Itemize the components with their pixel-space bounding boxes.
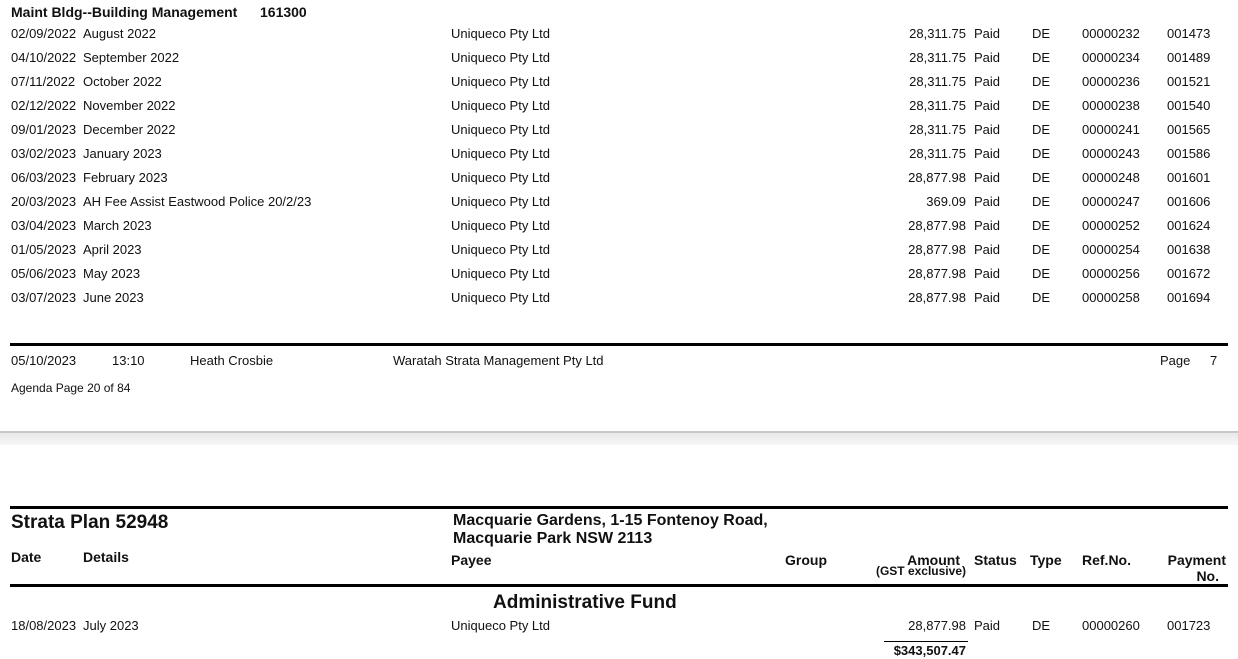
row-date: 03/04/2023 [11, 218, 77, 233]
row-date: 05/06/2023 [11, 266, 77, 281]
row-payee: Uniqueco Pty Ltd [451, 74, 551, 89]
row-date: 04/10/2022 [11, 50, 77, 65]
row-payment-no: 001521 [1167, 74, 1211, 89]
row-type: DE [1032, 26, 1051, 41]
col-payment-no-header: No. [1196, 568, 1219, 584]
row-date: 09/01/2023 [11, 122, 77, 137]
row-payee: Uniqueco Pty Ltd [451, 26, 551, 41]
col-ref-header: Ref.No. [1082, 552, 1131, 568]
row-ref: 00000254 [1082, 242, 1140, 257]
row-payee: Uniqueco Pty Ltd [451, 194, 551, 209]
row-amount: 28,877.98 [908, 266, 966, 281]
row-amount: 28,311.75 [909, 74, 966, 89]
row-payment-no: 001540 [1167, 98, 1211, 113]
table-row [0, 146, 1238, 170]
row-amount: 28,311.75 [909, 26, 966, 41]
row-amount: 28,311.75 [909, 146, 966, 161]
row-ref: 00000260 [1082, 618, 1140, 633]
row-ref: 00000234 [1082, 50, 1140, 65]
row-ref: 00000252 [1082, 218, 1140, 233]
row-payee: Uniqueco Pty Ltd [451, 146, 551, 161]
row-status: Paid [974, 266, 1001, 281]
footer-user: Heath Crosbie [190, 353, 274, 368]
row-amount: 28,877.98 [908, 242, 966, 257]
row-type: DE [1032, 50, 1051, 65]
row-status: Paid [974, 98, 1001, 113]
row-ref: 00000258 [1082, 290, 1140, 305]
address-line-2: Macquarie Park NSW 2113 [453, 530, 653, 547]
row-payment-no: 001565 [1167, 122, 1211, 137]
total-amount: $343,507.47 [893, 643, 966, 658]
row-type: DE [1032, 242, 1051, 257]
row-payment-no: 001601 [1167, 170, 1211, 185]
row-date: 02/09/2022 [11, 26, 77, 41]
section-title: Maint Bldg--Building Management [11, 4, 238, 20]
row-details: December 2022 [83, 122, 176, 137]
table-row [0, 98, 1238, 122]
row-payee: Uniqueco Pty Ltd [451, 170, 551, 185]
footer-date: 05/10/2023 [11, 353, 77, 368]
row-type: DE [1032, 74, 1051, 89]
row-type: DE [1032, 170, 1051, 185]
row-type: DE [1032, 218, 1051, 233]
row-ref: 00000247 [1082, 194, 1140, 209]
table-row [0, 122, 1238, 146]
table-row [0, 218, 1238, 242]
row-ref: 00000241 [1082, 122, 1140, 137]
row-details: November 2022 [83, 98, 176, 113]
footer-company: Waratah Strata Management Pty Ltd [393, 353, 604, 368]
col-group-header: Group [785, 552, 827, 568]
total-rule [884, 641, 968, 642]
row-status: Paid [974, 218, 1001, 233]
row-payee: Uniqueco Pty Ltd [451, 50, 551, 65]
row-type: DE [1032, 618, 1051, 633]
row-details: August 2022 [83, 26, 157, 41]
row-date: 18/08/2023 [11, 618, 77, 633]
row-ref: 00000236 [1082, 74, 1140, 89]
row-details: September 2022 [83, 50, 180, 65]
row-status: Paid [974, 26, 1001, 41]
table-row [0, 170, 1238, 194]
table-row [0, 50, 1238, 74]
row-amount: 28,311.75 [909, 122, 966, 137]
row-payee: Uniqueco Pty Ltd [451, 98, 551, 113]
row-type: DE [1032, 290, 1051, 305]
table-row [0, 618, 1238, 642]
row-status: Paid [974, 618, 1001, 633]
row-date: 20/03/2023 [11, 194, 77, 209]
strata-plan-title: Strata Plan 52948 [11, 512, 169, 533]
row-date: 07/11/2022 [11, 74, 76, 89]
table-row [0, 290, 1238, 314]
row-details: June 2023 [83, 290, 144, 305]
row-date: 02/12/2022 [11, 98, 77, 113]
table-row [0, 74, 1238, 98]
row-type: DE [1032, 194, 1051, 209]
row-status: Paid [974, 290, 1001, 305]
row-payee: Uniqueco Pty Ltd [451, 218, 551, 233]
row-payment-no: 001624 [1167, 218, 1211, 233]
row-payee: Uniqueco Pty Ltd [451, 290, 551, 305]
header-rule-bottom [10, 584, 1228, 587]
row-details: July 2023 [83, 618, 139, 633]
row-ref: 00000248 [1082, 170, 1140, 185]
row-payment-no: 001489 [1167, 50, 1211, 65]
row-payment-no: 001473 [1167, 26, 1211, 41]
agenda-page: Agenda Page 20 of 84 [11, 381, 131, 395]
row-date: 01/05/2023 [11, 242, 77, 257]
address-line-1: Macquarie Gardens, 1-15 Fontenoy Road, [453, 512, 768, 529]
row-payment-no: 001638 [1167, 242, 1211, 257]
row-payee: Uniqueco Pty Ltd [451, 266, 551, 281]
table-row [0, 266, 1238, 290]
row-status: Paid [974, 146, 1001, 161]
row-ref: 00000232 [1082, 26, 1140, 41]
col-type-header: Type [1030, 552, 1062, 568]
row-ref: 00000238 [1082, 98, 1140, 113]
col-amount-subheader: (GST exclusive) [875, 564, 966, 578]
row-status: Paid [974, 194, 1001, 209]
row-details: January 2023 [83, 146, 162, 161]
row-payment-no: 001606 [1167, 194, 1211, 209]
header-rule-top [10, 506, 1228, 509]
row-status: Paid [974, 74, 1001, 89]
col-amount-header: Amount [907, 552, 960, 568]
row-amount: 28,877.98 [908, 170, 966, 185]
row-details: October 2022 [83, 74, 162, 89]
row-payment-no: 001672 [1167, 266, 1211, 281]
table-row [0, 194, 1238, 218]
row-amount: 28,877.98 [908, 218, 966, 233]
row-details: March 2023 [83, 218, 152, 233]
col-status-header: Status [974, 552, 1017, 568]
row-status: Paid [974, 242, 1001, 257]
col-payment-header: Payment [1167, 552, 1226, 568]
footer-page-label: Page [1160, 353, 1191, 368]
row-amount: 28,311.75 [909, 98, 966, 113]
row-type: DE [1032, 266, 1051, 281]
col-details-header: Details [83, 549, 129, 565]
row-status: Paid [974, 50, 1001, 65]
col-date-header: Date [11, 549, 42, 565]
row-payee: Uniqueco Pty Ltd [451, 242, 551, 257]
row-type: DE [1032, 98, 1051, 113]
row-payee: Uniqueco Pty Ltd [451, 122, 551, 137]
row-payee: Uniqueco Pty Ltd [451, 618, 551, 633]
table-row [0, 242, 1238, 266]
row-status: Paid [974, 122, 1001, 137]
row-type: DE [1032, 122, 1051, 137]
footer-time: 13:10 [112, 353, 145, 368]
fund-title: Administrative Fund [493, 592, 677, 613]
table-row [0, 26, 1238, 50]
row-date: 06/03/2023 [11, 170, 77, 185]
row-payment-no: 001694 [1167, 290, 1211, 305]
row-date: 03/07/2023 [11, 290, 77, 305]
row-ref: 00000243 [1082, 146, 1140, 161]
row-payment-no: 001586 [1167, 146, 1211, 161]
row-details: May 2023 [83, 266, 141, 281]
col-payee-header: Payee [451, 552, 492, 568]
row-date: 03/02/2023 [11, 146, 77, 161]
row-details: April 2023 [83, 242, 142, 257]
footer-page-number: 7 [1210, 353, 1218, 368]
footer-rule [10, 343, 1228, 346]
row-details: AH Fee Assist Eastwood Police 20/2/23 [83, 194, 312, 209]
row-amount: 28,877.98 [908, 290, 966, 305]
row-status: Paid [974, 170, 1001, 185]
row-ref: 00000256 [1082, 266, 1140, 281]
section-code: 161300 [260, 4, 307, 20]
row-payment-no: 001723 [1167, 618, 1211, 633]
page-gap [0, 433, 1238, 445]
row-details: February 2023 [83, 170, 168, 185]
row-amount: 28,877.98 [908, 618, 966, 633]
row-amount: 28,311.75 [909, 50, 966, 65]
row-amount: 369.09 [926, 194, 966, 209]
row-type: DE [1032, 146, 1051, 161]
